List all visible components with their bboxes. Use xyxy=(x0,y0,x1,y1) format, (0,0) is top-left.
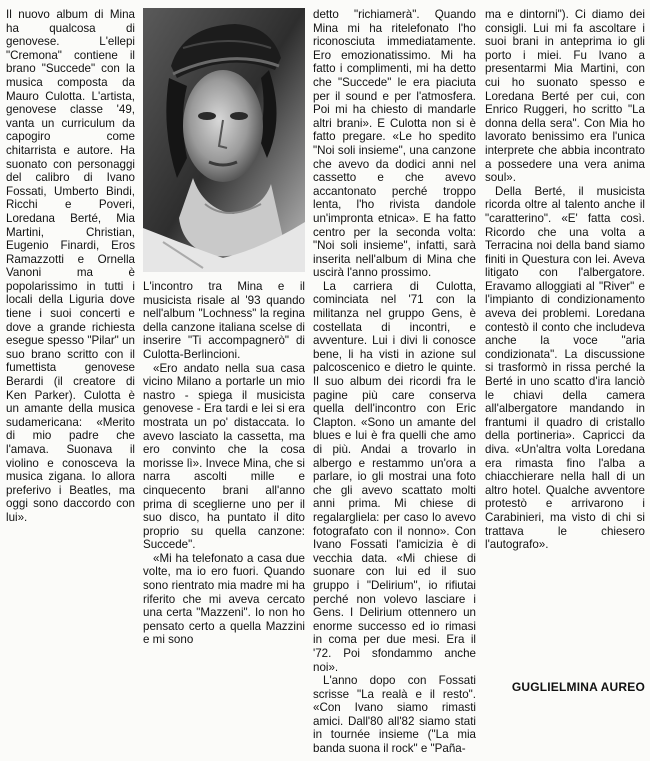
article-paragraph: La carriera di Culotta, cominciata nel '71 con la militanza nel gruppo Gens, è costellata di incontri, e avventure. Lui i divi li conosce bene, li ha visti in azione sul palcoscenico e dietro le quinte. Il suo album dei ricordi fra le pagine più care conserva quella dell'incontro con Eric Clapton. «Sono un amante del blues e lui è fra quelli che amo di più. Andai a trovarlo in albergo e restammo un'ora a parlare, io gli mostrai una foto che gli avevo scattato molti anni prima. Mi chiese di regalargliela: per caso lo avevo fotografato con il nonno». Con Ivano Fossati l'amicizia è di vecchia data. «Mi chiese di suonare con lui ed il suo gruppo i "Delirium", io rifiutai perché non volevo lasciare i Gens. I Delirium ottennero un enorme successo ed io rimasi in coma per due mesi. Era il '72. Poi sfondammo anche noi». xyxy=(313,279,476,674)
article-column-4 xyxy=(485,8,645,552)
author-byline: GUGLIELMINA AUREO xyxy=(511,680,645,694)
article-paragraph: ma e dintorni"). Ci diamo dei consigli. Lui mi fa ascoltare i suoi brani in anteprima io gli porto i miei. Fu Ivano a presentarmi Mia Martini, con cui ho suonato spesso e Loredana Berté per cui, con Enrico Ruggeri, ho scritto "La donna della sera". Con Mia ho lavorato benissimo era l'unica interprete che abbia incontrato a possedere una vera anima soul». xyxy=(485,8,645,185)
article-column-2 xyxy=(143,280,305,647)
article-paragraph: «Ero andato nella sua casa vicino Milano a portarle un mio nastro - spiega il musicista genovese - Era tardi e lei si era mostrata un po' distaccata. Io avevo lasciato la cassetta, ma ero convinto che la cosa morisse lì». Invece Mina, che si narra ascolti mille e cinquecento brani all'anno prima di sceglierne uno per il suo disco, ha puntato il dito proprio su quella canzone: Succede". xyxy=(143,361,305,552)
article-paragraph: «Mi ha telefonato a casa due volte, ma io ero fuori. Quando sono rientrato mia madre mi ha riferito che mi aveva cercato una certa "Mazzeni". Io non ho pensato certo a quella Mazzini e mi sono xyxy=(143,551,305,647)
article-paragraph: Il nuovo album di Mina ha qualcosa di genovese. L'ellepi "Cremona" contiene il brano "Succede" con la musica composta da Mauro Culotta. L'artista, genovese classe '49, vanta un curriculum da capogiro come chitarrista e autore. Ha suonato con personaggi del calibro di Ivano Fossati, Umberto Bindi, Ricchi e Poveri, Loredana Berté, Mia Martini, Christian, Eugenio Finardi, Eros Ramazzotti e Ornella Vanoni ma è popolarissimo in tutti i locali della Liguria dove tiene i suoi concerti e dove a grande richiesta esegue spesso "Pilar" un suo brano scritto con il fumettista genovese Berardi (il creatore di Ken Parker). Culotta è un amante della musica sudamericana: «Merito di mio padre che l'amava. Suonava il violino e conosceva la musica zigana. Io allora preferivo i Beatles, ma oggi sono daccordo con lui». xyxy=(6,8,135,524)
article-paragraph: Della Berté, il musicista ricorda oltre al talento anche il "caratterino". «E' fatta così. Ricordo che una volta a Terracina noi della band siamo finiti in Questura con lei. Aveva litigato con l'albergatore. Eravamo alloggiati al "River" e l'impianto di condizionamento aveva dei problemi. Loredana contestò il conto che includeva anche la voce "aria condizionata". La discussione si trasformò in rissa perché la Berté in uno scatto d'ira lanciò le chiavi della camera all'albergatore mandando in frantumi il quadro di cristallo della portineria». Capricci da diva. «Un'altra volta Loredana era rimasta fino l'alba a chiacchierare nella hall di un altro hotel. Qualche avventore protestò e arrivarono i Carabinieri, ma visto di chi si trattava le chiesero l'autografo». xyxy=(485,184,645,552)
article-column-1 xyxy=(6,8,135,525)
portrait-photo xyxy=(143,8,305,272)
portrait-photo-icon xyxy=(143,8,305,272)
article-column-3 xyxy=(313,8,476,756)
article-paragraph: L'incontro tra Mina e il musicista risale al '93 quando nell'album "Lochness" la regina della canzone italiana scelse di inserire "Ti accompagnerò" di Culotta-Berlincioni. xyxy=(143,280,305,361)
article-paragraph: detto "richiamerà". Quando Mina mi ha ritelefonato l'ho riconosciuta immediatamente. Ero emozionatissimo. Mi ha fatto i complimenti, mi ha detto che "Succede" le era piaciuta per il sound e per l'atmosfera. Poi mi ha chiesto di mandarle altri brani». E Culotta non si è fatto pregare. «Le ho spedito "Noi soli insieme", una canzone che avevo da dodici anni nel cassetto e che avevo accantonato perché troppo lenta, l'ho rivista dandole un'impronta etnica». E ha fatto centro per la seconda volta: "Noi soli insieme", infatti, sarà inserita nell'album di Mina che uscirà l'anno prossimo. xyxy=(313,8,476,280)
article-paragraph: L'anno dopo con Fossati scrisse "La realà e il resto". «Con Ivano siamo rimasti amici. Dall'80 all'82 siamo stati in tournée insieme ("La mia banda suona il rock" e "Paña- xyxy=(313,674,476,756)
